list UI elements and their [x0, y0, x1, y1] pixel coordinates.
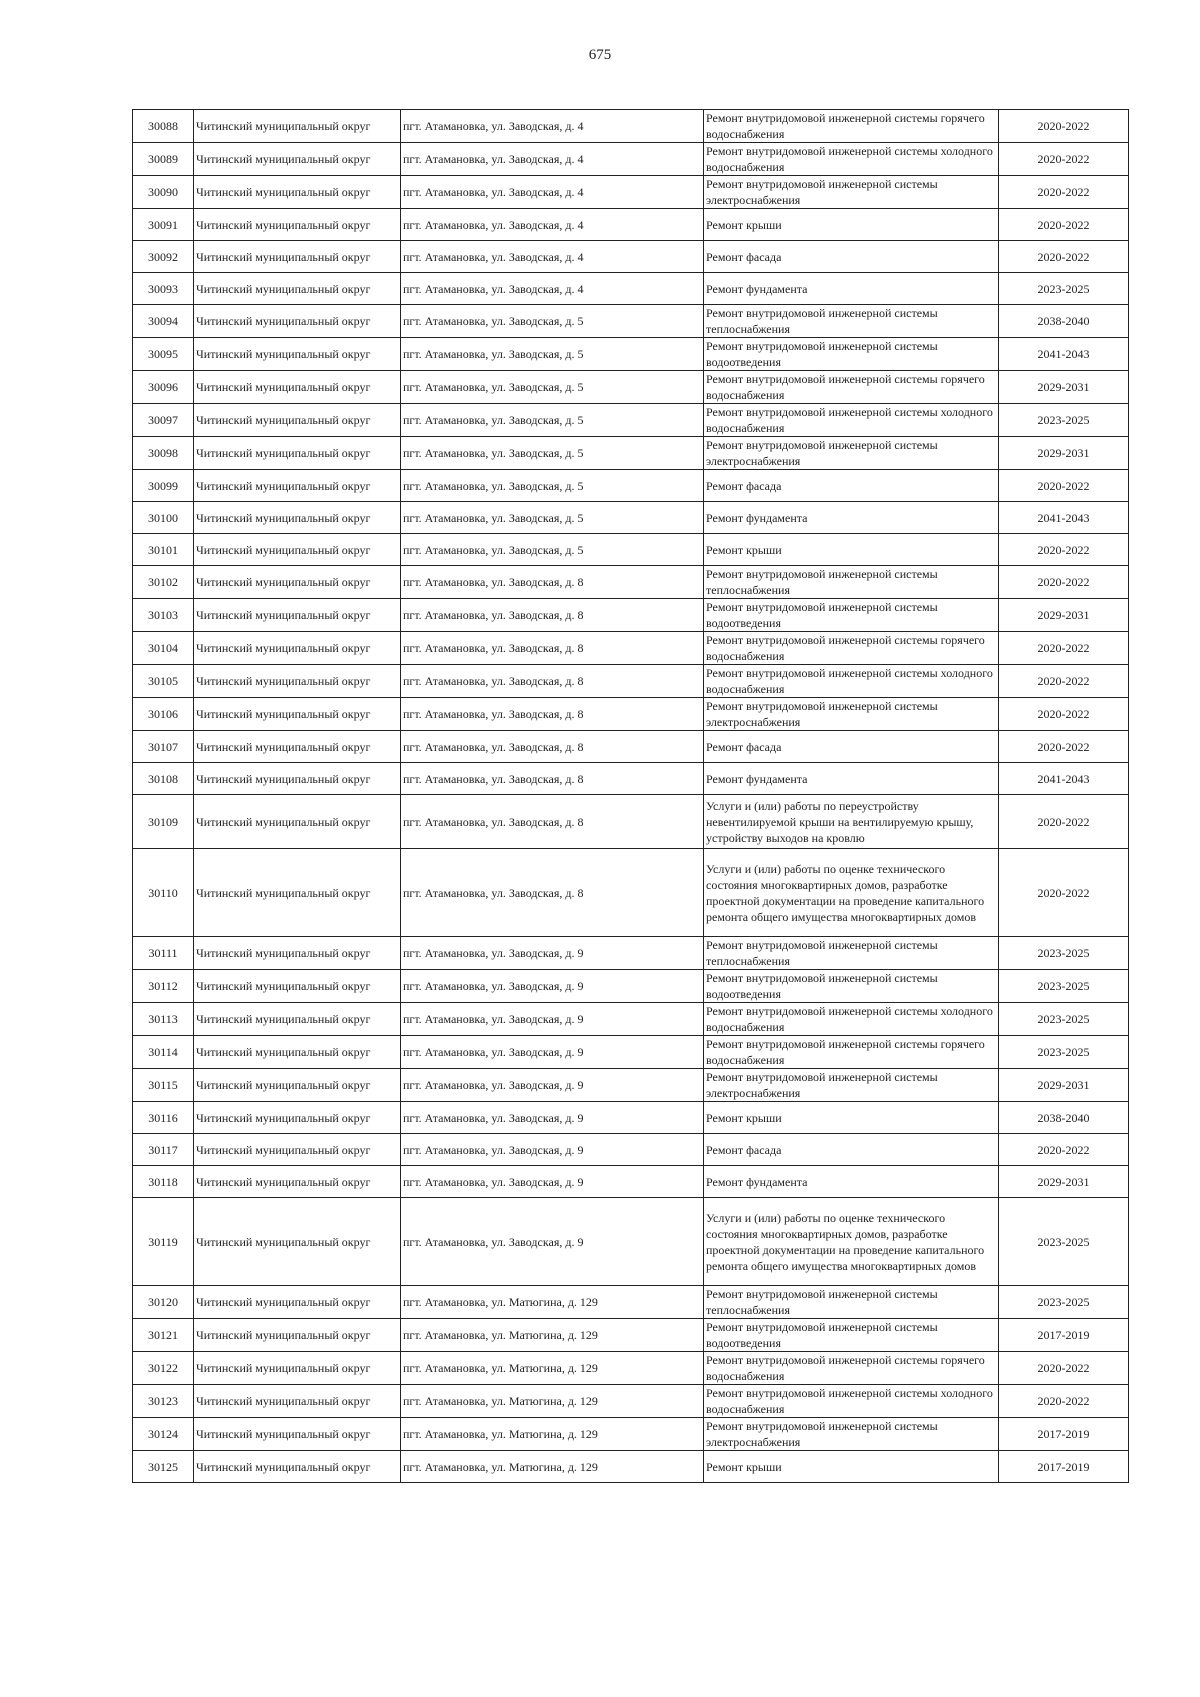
address-cell: пгт. Атамановка, ул. Заводская, д. 9	[401, 970, 704, 1003]
row-number-cell: 30104	[133, 632, 194, 665]
work-type-cell: Ремонт внутридомовой инженерной системы электроснабжения	[704, 1418, 999, 1451]
row-number-cell: 30099	[133, 470, 194, 502]
municipality-cell: Читинский муниципальный округ	[194, 632, 401, 665]
period-cell: 2020-2022	[999, 795, 1129, 849]
table-row	[133, 437, 1129, 470]
work-type-cell: Ремонт внутридомовой инженерной системы теплоснабжения	[704, 1286, 999, 1319]
table-row	[133, 305, 1129, 338]
work-type-cell: Ремонт фасада	[704, 241, 999, 273]
table-row	[133, 1003, 1129, 1036]
municipality-cell: Читинский муниципальный округ	[194, 1451, 401, 1483]
municipality-cell: Читинский муниципальный округ	[194, 1069, 401, 1102]
table-row	[133, 1166, 1129, 1198]
work-type-cell: Ремонт фасада	[704, 731, 999, 763]
row-number-cell: 30094	[133, 305, 194, 338]
period-cell: 2020-2022	[999, 632, 1129, 665]
municipality-cell: Читинский муниципальный округ	[194, 1385, 401, 1418]
municipality-cell: Читинский муниципальный округ	[194, 209, 401, 241]
address-cell: пгт. Атамановка, ул. Заводская, д. 9	[401, 1198, 704, 1286]
address-cell: пгт. Атамановка, ул. Заводская, д. 8	[401, 795, 704, 849]
address-cell: пгт. Атамановка, ул. Матюгина, д. 129	[401, 1352, 704, 1385]
table-row	[133, 1286, 1129, 1319]
table-row	[133, 338, 1129, 371]
address-cell: пгт. Атамановка, ул. Заводская, д. 4	[401, 209, 704, 241]
period-cell: 2023-2025	[999, 1036, 1129, 1069]
table-row	[133, 632, 1129, 665]
address-cell: пгт. Атамановка, ул. Заводская, д. 9	[401, 1003, 704, 1036]
work-type-cell: Ремонт внутридомовой инженерной системы холодного водоснабжения	[704, 143, 999, 176]
row-number-cell: 30123	[133, 1385, 194, 1418]
row-number-cell: 30114	[133, 1036, 194, 1069]
table-row	[133, 1319, 1129, 1352]
period-cell: 2029-2031	[999, 371, 1129, 404]
table-row	[133, 1069, 1129, 1102]
work-type-cell: Услуги и (или) работы по оценке технического состояния многоквартирных домов, разработке проектной документации на проведение капитального ремонта общего имущества многоквартирных домов	[704, 849, 999, 937]
period-cell: 2020-2022	[999, 1134, 1129, 1166]
work-type-cell: Ремонт внутридомовой инженерной системы электроснабжения	[704, 1069, 999, 1102]
municipality-cell: Читинский муниципальный округ	[194, 566, 401, 599]
period-cell: 2023-2025	[999, 404, 1129, 437]
work-type-cell: Ремонт крыши	[704, 209, 999, 241]
work-type-cell: Ремонт внутридомовой инженерной системы холодного водоснабжения	[704, 1003, 999, 1036]
municipality-cell: Читинский муниципальный округ	[194, 437, 401, 470]
period-cell: 2020-2022	[999, 470, 1129, 502]
row-number-cell: 30117	[133, 1134, 194, 1166]
row-number-cell: 30124	[133, 1418, 194, 1451]
municipality-cell: Читинский муниципальный округ	[194, 1319, 401, 1352]
address-cell: пгт. Атамановка, ул. Матюгина, д. 129	[401, 1451, 704, 1483]
address-cell: пгт. Атамановка, ул. Заводская, д. 5	[401, 338, 704, 371]
work-type-cell: Ремонт фасада	[704, 470, 999, 502]
row-number-cell: 30106	[133, 698, 194, 731]
municipality-cell: Читинский муниципальный округ	[194, 502, 401, 534]
work-type-cell: Услуги и (или) работы по переустройству невентилируемой крыши на вентилируемую крышу, устройству выходов на кровлю	[704, 795, 999, 849]
address-cell: пгт. Атамановка, ул. Заводская, д. 8	[401, 665, 704, 698]
municipality-cell: Читинский муниципальный округ	[194, 849, 401, 937]
municipality-cell: Читинский муниципальный округ	[194, 305, 401, 338]
municipality-cell: Читинский муниципальный округ	[194, 763, 401, 795]
address-cell: пгт. Атамановка, ул. Заводская, д. 9	[401, 1069, 704, 1102]
work-type-cell: Ремонт внутридомовой инженерной системы горячего водоснабжения	[704, 1352, 999, 1385]
row-number-cell: 30090	[133, 176, 194, 209]
municipality-cell: Читинский муниципальный округ	[194, 599, 401, 632]
address-cell: пгт. Атамановка, ул. Матюгина, д. 129	[401, 1385, 704, 1418]
period-cell: 2029-2031	[999, 437, 1129, 470]
period-cell: 2020-2022	[999, 176, 1129, 209]
municipality-cell: Читинский муниципальный округ	[194, 1102, 401, 1134]
row-number-cell: 30119	[133, 1198, 194, 1286]
row-number-cell: 30096	[133, 371, 194, 404]
address-cell: пгт. Атамановка, ул. Заводская, д. 5	[401, 534, 704, 566]
municipality-cell: Читинский муниципальный округ	[194, 470, 401, 502]
row-number-cell: 30088	[133, 110, 194, 143]
table-row	[133, 371, 1129, 404]
table-row	[133, 1198, 1129, 1286]
municipality-cell: Читинский муниципальный округ	[194, 937, 401, 970]
row-number-cell: 30092	[133, 241, 194, 273]
row-number-cell: 30109	[133, 795, 194, 849]
table-row	[133, 209, 1129, 241]
period-cell: 2017-2019	[999, 1418, 1129, 1451]
period-cell: 2029-2031	[999, 1166, 1129, 1198]
address-cell: пгт. Атамановка, ул. Заводская, д. 5	[401, 437, 704, 470]
table-row	[133, 1451, 1129, 1483]
table-row	[133, 763, 1129, 795]
municipality-cell: Читинский муниципальный округ	[194, 698, 401, 731]
address-cell: пгт. Атамановка, ул. Заводская, д. 5	[401, 371, 704, 404]
row-number-cell: 30120	[133, 1286, 194, 1319]
row-number-cell: 30115	[133, 1069, 194, 1102]
work-type-cell: Ремонт фундамента	[704, 273, 999, 305]
table-row	[133, 110, 1129, 143]
municipality-cell: Читинский муниципальный округ	[194, 110, 401, 143]
table-body	[133, 110, 1129, 1483]
row-number-cell: 30097	[133, 404, 194, 437]
municipality-cell: Читинский муниципальный округ	[194, 273, 401, 305]
period-cell: 2020-2022	[999, 241, 1129, 273]
table-row	[133, 470, 1129, 502]
table-row	[133, 241, 1129, 273]
address-cell: пгт. Атамановка, ул. Заводская, д. 5	[401, 502, 704, 534]
work-type-cell: Ремонт крыши	[704, 1451, 999, 1483]
period-cell: 2023-2025	[999, 970, 1129, 1003]
municipality-cell: Читинский муниципальный округ	[194, 1198, 401, 1286]
table-row	[133, 143, 1129, 176]
address-cell: пгт. Атамановка, ул. Заводская, д. 5	[401, 404, 704, 437]
page-number: 675	[588, 47, 612, 63]
table-row	[133, 970, 1129, 1003]
address-cell: пгт. Атамановка, ул. Заводская, д. 9	[401, 1036, 704, 1069]
work-type-cell: Ремонт внутридомовой инженерной системы теплоснабжения	[704, 566, 999, 599]
table-row	[133, 937, 1129, 970]
municipality-cell: Читинский муниципальный округ	[194, 338, 401, 371]
table-row	[133, 849, 1129, 937]
table-row	[133, 665, 1129, 698]
address-cell: пгт. Атамановка, ул. Заводская, д. 8	[401, 763, 704, 795]
address-cell: пгт. Атамановка, ул. Заводская, д. 8	[401, 698, 704, 731]
municipality-cell: Читинский муниципальный округ	[194, 143, 401, 176]
period-cell: 2020-2022	[999, 534, 1129, 566]
address-cell: пгт. Атамановка, ул. Заводская, д. 5	[401, 470, 704, 502]
municipality-cell: Читинский муниципальный округ	[194, 970, 401, 1003]
address-cell: пгт. Атамановка, ул. Заводская, д. 8	[401, 599, 704, 632]
period-cell: 2023-2025	[999, 1198, 1129, 1286]
period-cell: 2020-2022	[999, 143, 1129, 176]
municipality-cell: Читинский муниципальный округ	[194, 665, 401, 698]
table-row	[133, 795, 1129, 849]
period-cell: 2020-2022	[999, 698, 1129, 731]
period-cell: 2041-2043	[999, 502, 1129, 534]
work-type-cell: Ремонт фундамента	[704, 502, 999, 534]
period-cell: 2023-2025	[999, 1286, 1129, 1319]
period-cell: 2020-2022	[999, 665, 1129, 698]
row-number-cell: 30091	[133, 209, 194, 241]
repair-schedule-table	[132, 109, 1129, 1483]
row-number-cell: 30125	[133, 1451, 194, 1483]
row-number-cell: 30111	[133, 937, 194, 970]
work-type-cell: Услуги и (или) работы по оценке технического состояния многоквартирных домов, разработке проектной документации на проведение капитального ремонта общего имущества многоквартирных домов	[704, 1198, 999, 1286]
work-type-cell: Ремонт внутридомовой инженерной системы холодного водоснабжения	[704, 1385, 999, 1418]
address-cell: пгт. Атамановка, ул. Заводская, д. 4	[401, 110, 704, 143]
table-row	[133, 1134, 1129, 1166]
period-cell: 2017-2019	[999, 1451, 1129, 1483]
address-cell: пгт. Атамановка, ул. Заводская, д. 8	[401, 849, 704, 937]
address-cell: пгт. Атамановка, ул. Заводская, д. 8	[401, 566, 704, 599]
work-type-cell: Ремонт внутридомовой инженерной системы горячего водоснабжения	[704, 632, 999, 665]
row-number-cell: 30118	[133, 1166, 194, 1198]
period-cell: 2038-2040	[999, 1102, 1129, 1134]
row-number-cell: 30110	[133, 849, 194, 937]
table-row	[133, 1036, 1129, 1069]
period-cell: 2020-2022	[999, 110, 1129, 143]
table-row	[133, 566, 1129, 599]
period-cell: 2023-2025	[999, 273, 1129, 305]
work-type-cell: Ремонт фасада	[704, 1134, 999, 1166]
work-type-cell: Ремонт внутридомовой инженерной системы горячего водоснабжения	[704, 110, 999, 143]
address-cell: пгт. Атамановка, ул. Заводская, д. 4	[401, 176, 704, 209]
municipality-cell: Читинский муниципальный округ	[194, 1134, 401, 1166]
period-cell: 2020-2022	[999, 1385, 1129, 1418]
row-number-cell: 30100	[133, 502, 194, 534]
work-type-cell: Ремонт внутридомовой инженерной системы теплоснабжения	[704, 937, 999, 970]
table-row	[133, 698, 1129, 731]
address-cell: пгт. Атамановка, ул. Заводская, д. 4	[401, 143, 704, 176]
period-cell: 2023-2025	[999, 937, 1129, 970]
address-cell: пгт. Атамановка, ул. Заводская, д. 8	[401, 731, 704, 763]
address-cell: пгт. Атамановка, ул. Матюгина, д. 129	[401, 1286, 704, 1319]
municipality-cell: Читинский муниципальный округ	[194, 795, 401, 849]
row-number-cell: 30093	[133, 273, 194, 305]
table-row	[133, 731, 1129, 763]
address-cell: пгт. Атамановка, ул. Матюгина, д. 129	[401, 1319, 704, 1352]
work-type-cell: Ремонт внутридомовой инженерной системы водоотведения	[704, 599, 999, 632]
work-type-cell: Ремонт фундамента	[704, 1166, 999, 1198]
address-cell: пгт. Атамановка, ул. Заводская, д. 4	[401, 241, 704, 273]
row-number-cell: 30112	[133, 970, 194, 1003]
row-number-cell: 30121	[133, 1319, 194, 1352]
municipality-cell: Читинский муниципальный округ	[194, 1352, 401, 1385]
row-number-cell: 30101	[133, 534, 194, 566]
row-number-cell: 30105	[133, 665, 194, 698]
table-row	[133, 534, 1129, 566]
municipality-cell: Читинский муниципальный округ	[194, 371, 401, 404]
row-number-cell: 30107	[133, 731, 194, 763]
table-row	[133, 273, 1129, 305]
period-cell: 2029-2031	[999, 1069, 1129, 1102]
work-type-cell: Ремонт внутридомовой инженерной системы электроснабжения	[704, 437, 999, 470]
work-type-cell: Ремонт крыши	[704, 534, 999, 566]
municipality-cell: Читинский муниципальный округ	[194, 731, 401, 763]
municipality-cell: Читинский муниципальный округ	[194, 534, 401, 566]
period-cell: 2029-2031	[999, 599, 1129, 632]
municipality-cell: Читинский муниципальный округ	[194, 241, 401, 273]
period-cell: 2020-2022	[999, 209, 1129, 241]
table-row	[133, 1385, 1129, 1418]
work-type-cell: Ремонт крыши	[704, 1102, 999, 1134]
address-cell: пгт. Атамановка, ул. Заводская, д. 9	[401, 1166, 704, 1198]
row-number-cell: 30103	[133, 599, 194, 632]
period-cell: 2038-2040	[999, 305, 1129, 338]
table-row	[133, 176, 1129, 209]
row-number-cell: 30102	[133, 566, 194, 599]
period-cell: 2020-2022	[999, 566, 1129, 599]
period-cell: 2020-2022	[999, 1352, 1129, 1385]
row-number-cell: 30108	[133, 763, 194, 795]
table-row	[133, 1102, 1129, 1134]
address-cell: пгт. Атамановка, ул. Заводская, д. 9	[401, 1102, 704, 1134]
work-type-cell: Ремонт внутридомовой инженерной системы водоотведения	[704, 970, 999, 1003]
work-type-cell: Ремонт внутридомовой инженерной системы теплоснабжения	[704, 305, 999, 338]
municipality-cell: Читинский муниципальный округ	[194, 1286, 401, 1319]
table-row	[133, 1418, 1129, 1451]
municipality-cell: Читинский муниципальный округ	[194, 1036, 401, 1069]
row-number-cell: 30098	[133, 437, 194, 470]
address-cell: пгт. Атамановка, ул. Заводская, д. 9	[401, 937, 704, 970]
period-cell: 2020-2022	[999, 731, 1129, 763]
work-type-cell: Ремонт внутридомовой инженерной системы электроснабжения	[704, 176, 999, 209]
work-type-cell: Ремонт внутридомовой инженерной системы холодного водоснабжения	[704, 404, 999, 437]
work-type-cell: Ремонт фундамента	[704, 763, 999, 795]
address-cell: пгт. Атамановка, ул. Заводская, д. 4	[401, 273, 704, 305]
work-type-cell: Ремонт внутридомовой инженерной системы электроснабжения	[704, 698, 999, 731]
period-cell: 2017-2019	[999, 1319, 1129, 1352]
municipality-cell: Читинский муниципальный округ	[194, 404, 401, 437]
period-cell: 2023-2025	[999, 1003, 1129, 1036]
municipality-cell: Читинский муниципальный округ	[194, 1003, 401, 1036]
row-number-cell: 30113	[133, 1003, 194, 1036]
row-number-cell: 30095	[133, 338, 194, 371]
municipality-cell: Читинский муниципальный округ	[194, 176, 401, 209]
work-type-cell: Ремонт внутридомовой инженерной системы горячего водоснабжения	[704, 1036, 999, 1069]
table-row	[133, 404, 1129, 437]
work-type-cell: Ремонт внутридомовой инженерной системы горячего водоснабжения	[704, 371, 999, 404]
address-cell: пгт. Атамановка, ул. Заводская, д. 8	[401, 632, 704, 665]
address-cell: пгт. Атамановка, ул. Заводская, д. 5	[401, 305, 704, 338]
work-type-cell: Ремонт внутридомовой инженерной системы водоотведения	[704, 1319, 999, 1352]
period-cell: 2020-2022	[999, 849, 1129, 937]
table-row	[133, 1352, 1129, 1385]
address-cell: пгт. Атамановка, ул. Заводская, д. 9	[401, 1134, 704, 1166]
table-row	[133, 502, 1129, 534]
row-number-cell: 30089	[133, 143, 194, 176]
municipality-cell: Читинский муниципальный округ	[194, 1166, 401, 1198]
row-number-cell: 30116	[133, 1102, 194, 1134]
table-row	[133, 599, 1129, 632]
work-type-cell: Ремонт внутридомовой инженерной системы холодного водоснабжения	[704, 665, 999, 698]
period-cell: 2041-2043	[999, 763, 1129, 795]
period-cell: 2041-2043	[999, 338, 1129, 371]
work-type-cell: Ремонт внутридомовой инженерной системы водоотведения	[704, 338, 999, 371]
address-cell: пгт. Атамановка, ул. Матюгина, д. 129	[401, 1418, 704, 1451]
row-number-cell: 30122	[133, 1352, 194, 1385]
municipality-cell: Читинский муниципальный округ	[194, 1418, 401, 1451]
